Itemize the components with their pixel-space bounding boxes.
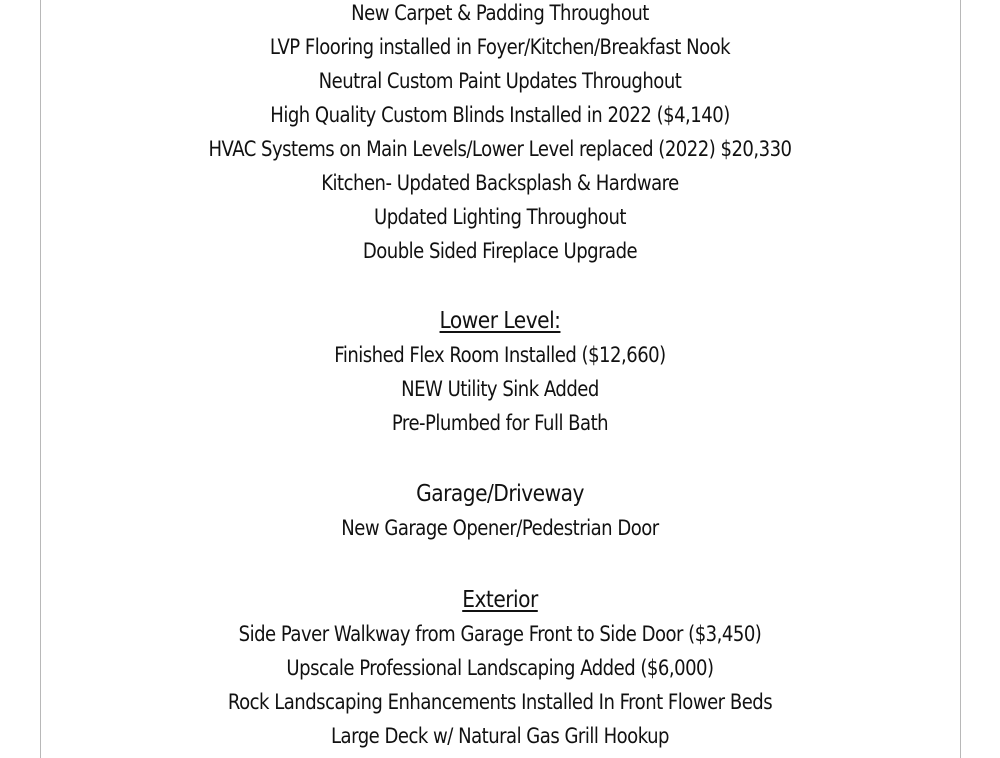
interior-updates-list	[0, 0, 1000, 268]
list-item: High Quality Custom Blinds Installed in 2022 ($4,140)	[270, 103, 730, 127]
list-item: Updated Lighting Throughout	[374, 205, 626, 229]
list-item: Upscale Professional Landscaping Added ($6,000)	[286, 656, 714, 680]
list-item: NEW Utility Sink Added	[401, 377, 599, 401]
list-item: Pre-Plumbed for Full Bath	[391, 411, 609, 435]
list-item: Double Sided Fireplace Upgrade	[362, 239, 638, 263]
list-item: Side Paver Walkway from Garage Front to Side Door ($3,450)	[238, 622, 762, 646]
list-item: New Carpet & Padding Throughout	[351, 1, 649, 25]
list-item: LVP Flooring installed in Foyer/Kitchen/Breakfast Nook	[269, 35, 731, 59]
list-item: Kitchen- Updated Backsplash & Hardware	[321, 171, 679, 195]
list-item: New Garage Opener/Pedestrian Door	[341, 516, 659, 540]
lower-level-heading: Lower Level:	[439, 306, 561, 334]
garage-heading: Garage/Driveway	[416, 479, 584, 507]
list-item: Large Deck w/ Natural Gas Grill Hookup	[331, 724, 669, 748]
list-item: Neutral Custom Paint Updates Throughout	[318, 69, 682, 93]
list-item: Rock Landscaping Enhancements Installed In Front Flower Beds	[227, 690, 773, 714]
list-item: Finished Flex Room Installed ($12,660)	[334, 343, 666, 367]
exterior-heading: Exterior	[462, 585, 538, 613]
lower-level-section	[0, 302, 1000, 440]
garage-section	[0, 475, 1000, 545]
list-item: HVAC Systems on Main Levels/Lower Level replaced (2022) $20,330	[208, 137, 792, 161]
exterior-section	[0, 581, 1000, 753]
